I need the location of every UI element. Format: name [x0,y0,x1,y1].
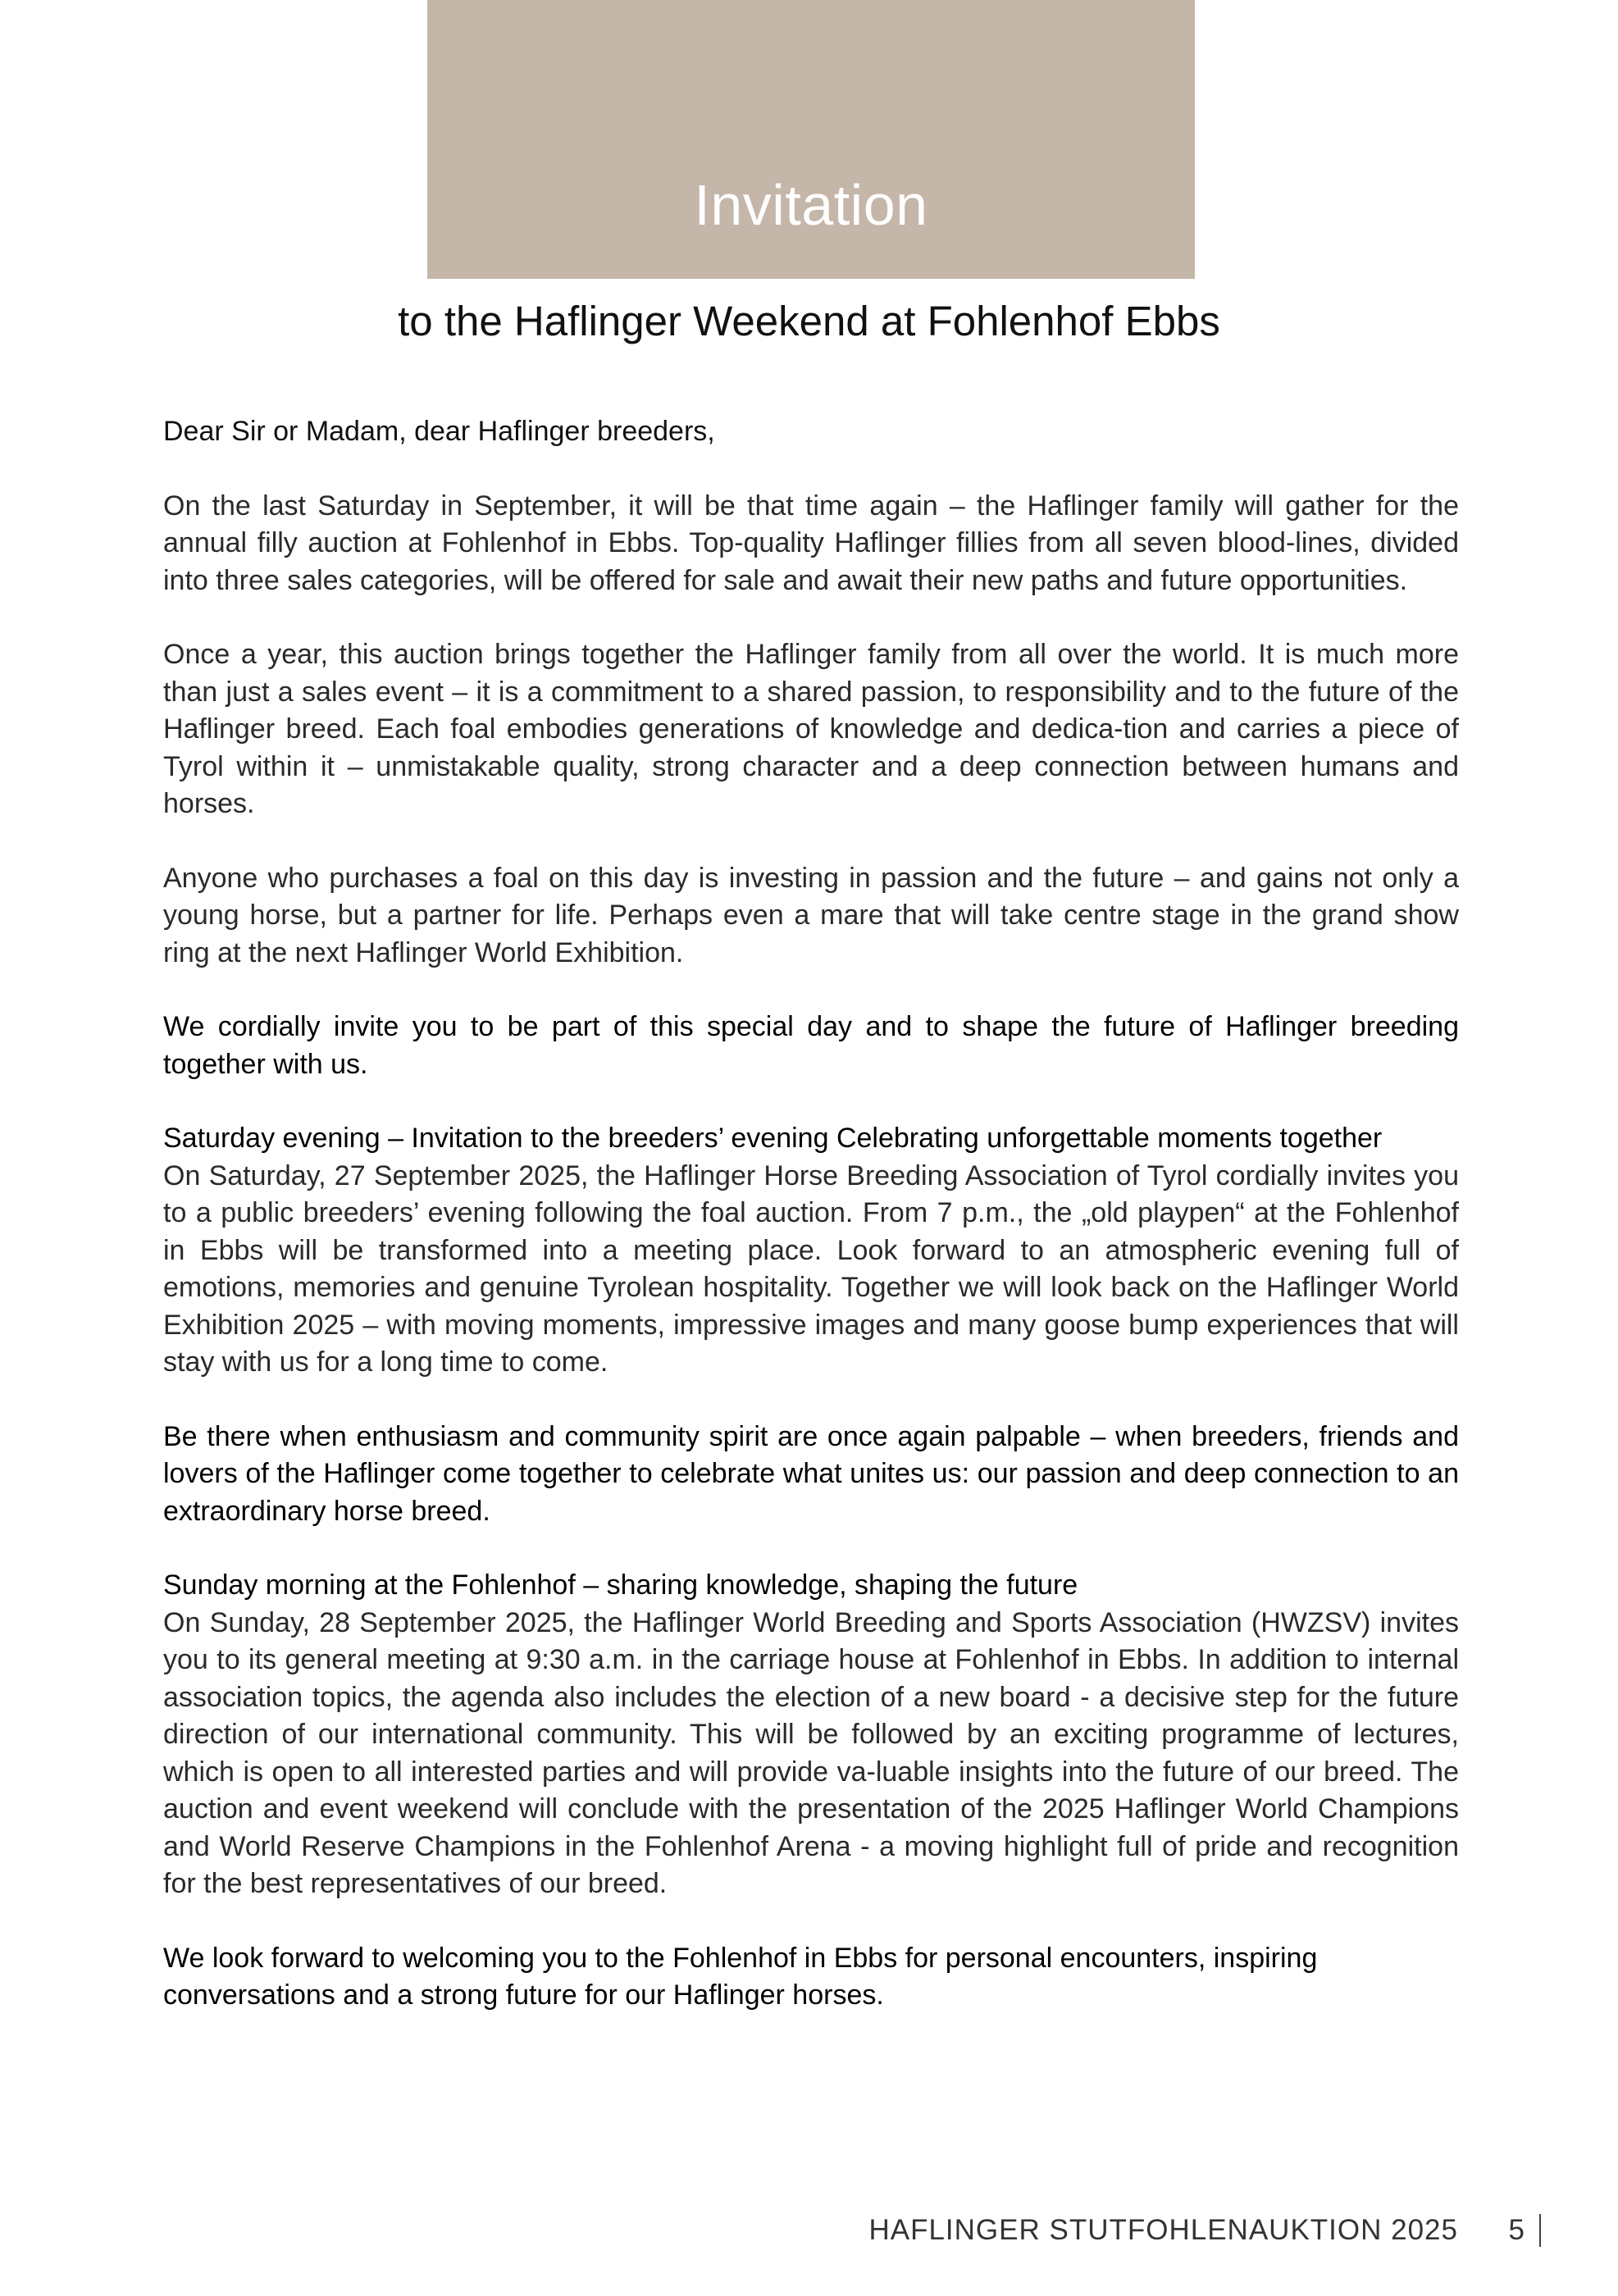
salutation: Dear Sir or Madam, dear Haflinger breeders, [163,416,715,447]
page-title: Invitation [694,173,928,237]
section-saturday [163,1120,1459,1382]
footer-publication-title: HAFLINGER STUTFOHLENAUKTION 2025 [868,2214,1458,2246]
page-footer [0,2214,1618,2255]
title-banner [427,0,1195,279]
saturday-body: On Saturday, 27 September 2025, the Haflinger Horse Breeding Association of Tyrol cordially invites you to a public breeders’ evening following the foal auction. From 7 p.m., the „old playpen“ at the Fohlenhof in Ebbs will be transformed into a meeting place. Look forward to an atmospheric evening full of emotions, memories and genuine Tyrolean hospitality. Together we will look back on the Haflinger World Exhibition 2025 – with moving moments, impressive images and many goose bump experiences that will stay with us for a long time to come. [163,1159,1459,1378]
paragraph-community: Be there when enthusiasm and community spirit are once again palpable – when breeders, friends and lovers of the Haflinger come together to celebrate what unites us: our passion and deep connection to an extraordinary horse breed. [163,1420,1459,1527]
saturday-heading: Saturday evening – Invitation to the breeders’ evening Celebrating unforgettable moments together [163,1123,1383,1154]
sunday-heading: Sunday morning at the Fohlenhof – sharing knowledge, shaping the future [163,1569,1078,1601]
paragraph-auction-intro: On the last Saturday in September, it will be that time again – the Haflinger family will gather for the annual filly auction at Fohlenhof in Ebbs. Top-quality Haflinger fillies from all seven blood-lines, divided into three sales categories, will be offered for sale and await their new paths and future opportunities. [163,490,1459,596]
paragraph-invitation: We cordially invite you to be part of this special day and to shape the future of Haflinger breeding together with us. [163,1011,1459,1080]
page-number-divider [1539,2214,1541,2247]
paragraph-auction-meaning: Once a year, this auction brings together the Haflinger family from all over the world. It is much more than just a sales event – it is a commitment to a shared passion, to responsibility and to the future of the Haflinger breed. Each foal embodies generations of knowledge and dedica-tion and carries a piece of Tyrol within it – unmistakable quality, strong character and a deep connection between humans and horses. [163,639,1459,819]
sunday-body: On Sunday, 28 September 2025, the Haflinger World Breeding and Sports Association (HWZSV) invites you to its general meeting at 9:30 a.m. in the carriage house at Fohlenhof in Ebbs. In addition to internal association topics, the agenda also includes the election of a new board - a decisive step for the future direction of our international community. This will be followed by an exciting programme of lectures, which is open to all interested parties and will provide va-luable insights into the future of our breed. The auction and event weekend will conclude with the presentation of the 2025 Haflinger World Champions and World Reserve Champions in the Fohlenhof Arena - a moving highlight full of pride and recognition for the best representatives of our breed. [163,1606,1459,1899]
paragraph-closing: We look forward to welcoming you to the Fohlenhof in Ebbs for personal encounters, inspiring conversations and a strong future for our Haflinger horses. [163,1942,1318,2011]
section-sunday [163,1567,1459,1903]
page-subtitle: to the Haflinger Weekend at Fohlenhof Ebbs [398,298,1220,344]
letter-body [163,413,1459,2052]
page-number: 5 [1508,2214,1525,2246]
paragraph-purchase: Anyone who purchases a foal on this day is investing in passion and the future – and gains not only a young horse, but a partner for life. Perhaps even a mare that will take centre stage in the grand show ring at the next Haflinger World Exhibition. [163,862,1459,968]
